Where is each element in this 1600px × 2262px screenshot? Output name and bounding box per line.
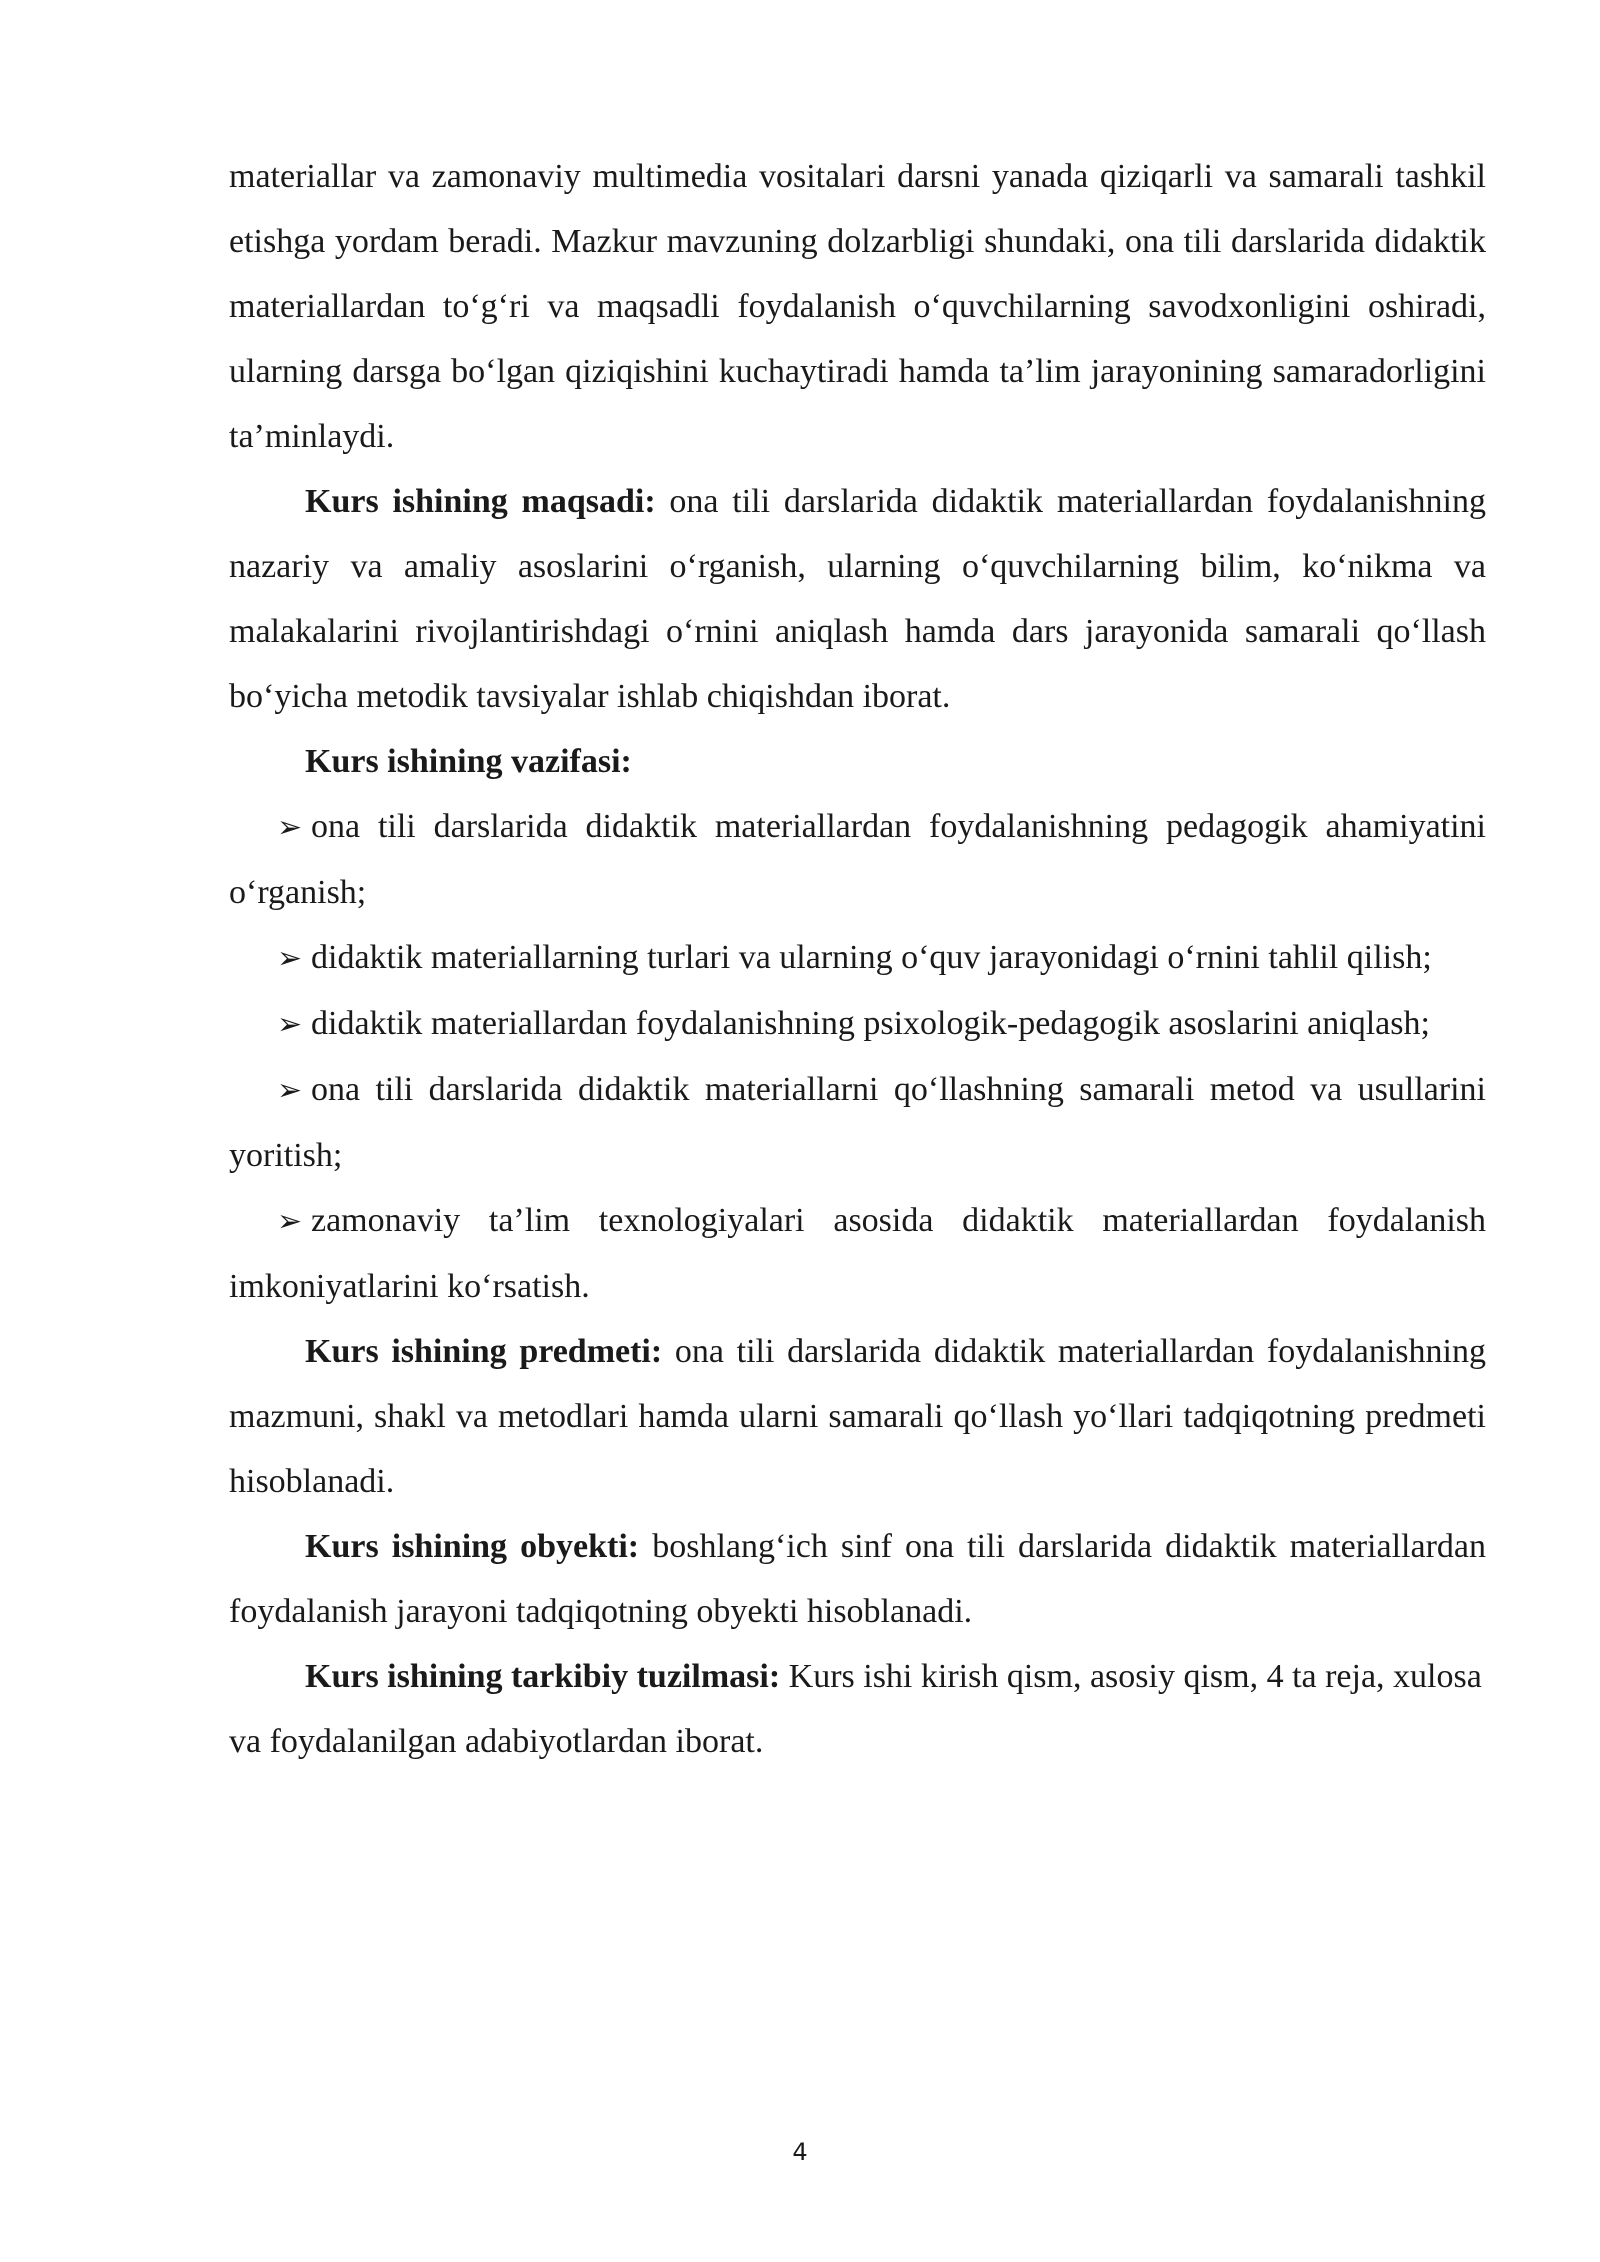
page-number: 4 (792, 2138, 808, 2166)
arrowhead-bullet-icon: ➢ (277, 1007, 303, 1042)
object-paragraph (229, 1514, 1486, 1644)
task-item-2 (229, 925, 1486, 991)
subject-paragraph (229, 1319, 1486, 1514)
arrowhead-bullet-icon: ➢ (277, 810, 303, 845)
goal-text: ona tili darslarida didaktik materiallardan foydalanishning nazariy va amaliy asoslarini o‘rganish, ularning o‘quvchilarning bilim, ko‘nikma va malakalarini rivojlantirishdagi o‘rnini aniqlash hamda dars jarayonida samarali qo‘llash bo‘yicha metodik tavsiyalar ishlab chiqishdan iborat. (229, 483, 1486, 715)
goal-paragraph (229, 469, 1486, 729)
task-text-2: didaktik materiallarning turlari va ularning o‘quv jarayonidagi o‘rnini tahlil qilish; (311, 939, 1432, 976)
object-text: boshlang‘ich sinf ona tili darslarida didaktik materiallardan foydalanish jarayoni tadqiqotning obyekti hisoblanadi. (229, 1528, 1486, 1630)
task-text-5: zamonaviy ta’lim texnologiyalari asosida didaktik materiallardan foydalanish imkoniyatlarini ko‘rsatish. (229, 1202, 1486, 1305)
tasks-heading (229, 729, 1486, 794)
task-item-5 (229, 1188, 1486, 1319)
subject-text: ona tili darslarida didaktik materiallardan foydalanishning mazmuni, shakl va metodlari hamda ularni samarali qo‘llash yo‘llari tadqiqotning predmeti hisoblanadi. (229, 1333, 1486, 1500)
goal-label: Kurs ishining maqsadi: (305, 483, 656, 520)
subject-label: Kurs ishining predmeti: (305, 1333, 663, 1370)
structure-label: Kurs ishining tarkibiy tuzilmasi: (305, 1658, 781, 1695)
arrowhead-bullet-icon: ➢ (277, 1073, 303, 1108)
structure-paragraph (229, 1644, 1486, 1774)
intro-paragraph: materiallar va zamonaviy multimedia vositalari darsni yanada qiziqarli va samarali tashkil etishga yordam beradi. Mazkur mavzuning dolzarbligi shundaki, ona tili darslarida didaktik materiallardan to‘g‘ri va maqsadli foydalanish o‘quvchilarning savodxonligini oshiradi, ularning darsga bo‘lgan qiziqishini kuchaytiradi hamda ta’lim jarayonining samaradorligini ta’minlaydi. (229, 158, 1486, 455)
tasks-label: Kurs ishining vazifasi: (305, 743, 632, 780)
task-item-1 (229, 794, 1486, 925)
task-text-1: ona tili darslarida didaktik materiallardan foydalanishning pedagogik ahamiyatini o‘rganish; (229, 808, 1486, 911)
task-item-4 (229, 1057, 1486, 1188)
arrowhead-bullet-icon: ➢ (277, 1204, 303, 1239)
task-item-3 (229, 991, 1486, 1057)
arrowhead-bullet-icon: ➢ (277, 941, 303, 976)
structure-text: Kurs ishi kirish qism, asosiy qism, 4 ta reja, xulosa va foydalanilgan adabiyotlardan iborat. (229, 1658, 1482, 1760)
object-label: Kurs ishining obyekti: (305, 1528, 640, 1565)
page-content (229, 144, 1486, 1774)
task-text-4: ona tili darslarida didaktik materiallarni qo‘llashning samarali metod va usullarini yoritish; (229, 1071, 1486, 1174)
task-text-3: didaktik materiallardan foydalanishning psixologik-pedagogik asoslarini aniqlash; (311, 1005, 1430, 1042)
